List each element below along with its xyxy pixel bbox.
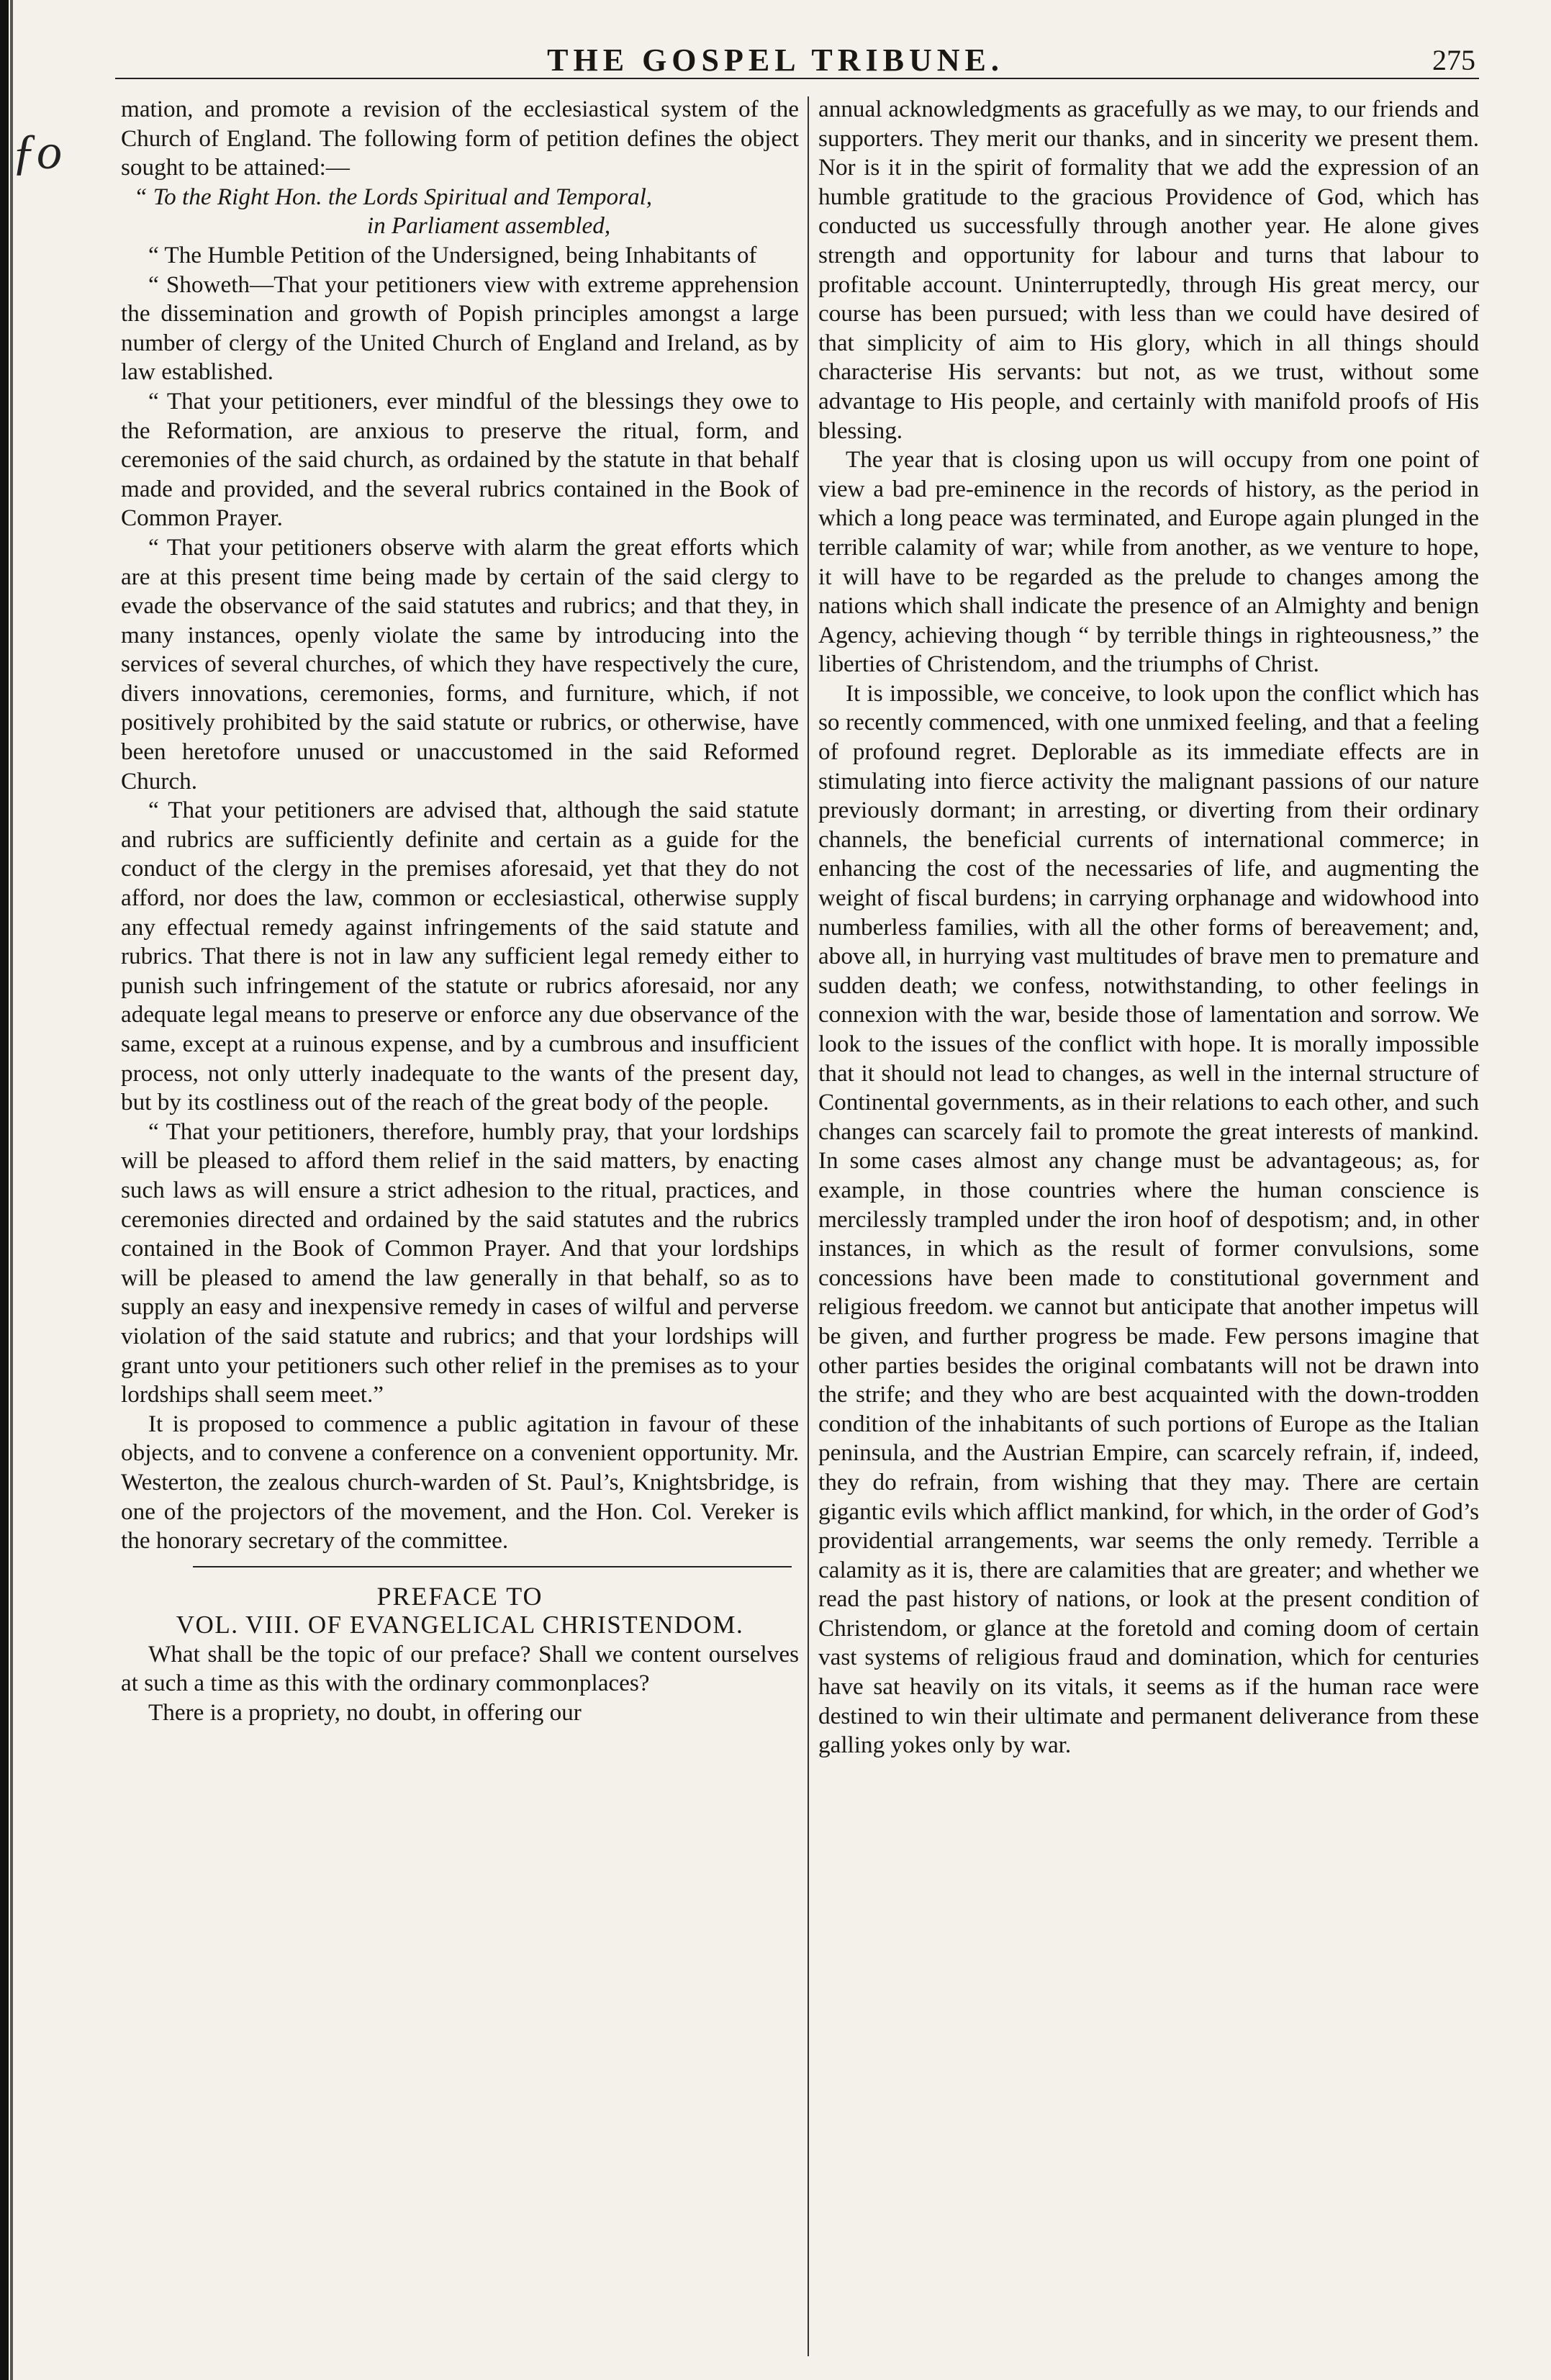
section-rule: [193, 1566, 792, 1567]
right-column: [818, 95, 1479, 1760]
page-binding-shadow: [10, 0, 13, 2380]
page-binding-edge: [0, 0, 9, 2380]
section-subheading: VOL. VIII. OF EVANGELICAL CHRISTENDOM.: [176, 1611, 744, 1639]
petition-paragraph-reformation: “ That your petitioners, ever mindful of the blessings they owe to the Reformation, are anxious to preserve the ritual, form, and ceremonies of the said church, as ordained by the statute in that behalf made and provided, and the several rubrics contained in the Book of Common Prayer.: [121, 387, 799, 532]
header-rule: [115, 78, 1479, 79]
right-paragraph-3: It is impossible, we conceive, to look upon the conflict which has so recently commenced, with one unmixed feeling, and that a feeling of profound regret. Deplorable as its immediate effects are in stimulating into fierce activity the malignant passions of our nature previously dormant; in arresting, or diverting from their ordinary channels, the beneficial currents of international commerce; in enhancing the cost of the necessaries of life, and augmenting the weight of fiscal burdens; in carrying orphanage and widowhood into numberless families, with all the other forms of bereavement; and, above all, in hurrying vast multitudes of brave men to premature and sudden death; we confess, notwithstanding, to other feelings in connexion with the war, beside those of lamentation and sorrow. We look to the issues of the conflict with hope. It is morally impossible that it should not lead to changes, as well in the internal structure of Continental governments, as in their relations to each other, and such changes can scarcely fail to promote the great interests of mankind. In some cases almost any change must be advantageous; as, for example, in those countries where the human conscience is mercilessly trampled under the iron hoof of despotism; and, in other instances, in which as the result of former convulsions, some concessions have been made to constitutional government and religious freedom. we cannot but anticipate that another impetus will be given, and further progress be made. Few persons imagine that other parties besides the original combatants will not be drawn into the strife; and they who are best acquainted with the down-trodden condition of the inhabitants of such portions of Europe as the Italian peninsula, and the Austrian Empire, can scarcely refrain, if, indeed, they do refrain, from wishing that they may. There are certain gigantic evils which afflict mankind, for which, in the order of God’s providential arrangements, war seems the only remedy. Terrible a calamity as it is, there are calamities that are greater; and whether we read the past history of nations, or look at the present condition of Christendom, or glance at the foretold and coming doom of certain vast systems of religious fraud and domination, which for centuries have sat heavily on its vitals, it seems as if the human race were destined to win their ultimate and permanent deliverance from these galling yokes only by war.: [818, 679, 1479, 1759]
petition-paragraph-showeth: “ Showeth—That your petitioners view with extreme apprehension the dissemination and growth of Popish principles amongst a large number of clergy of the United Church of England and Ireland, as by law established.: [121, 271, 799, 386]
petition-preamble: “ The Humble Petition of the Undersigned, being Inhabitants of: [148, 241, 757, 268]
petition-paragraph-alarm: “ That your petitioners observe with alarm the great efforts which are at this present time being made by certain of the said clergy to evade the observance of the said statutes and rubrics; and that they, in many instances, openly violate the same by introducing into the services of several churches, of which they have respectively the cure, divers innovations, ceremonies, forms, and furniture, which, if not positively prohibited by the said statute or rubrics, or otherwise, have been heretofore unused or unaccustomed in the said Reformed Church.: [121, 533, 799, 795]
left-paragraph-agitation: It is proposed to commence a public agitation in favour of these objects, and to convene a conference on a convenient opportunity. Mr. Westerton, the zealous church-warden of St. Paul’s, Knightsbridge, is one of the projectors of the movement, and the Hon. Col. Vereker is the honorary secretary of the committee.: [121, 1410, 799, 1555]
page-number: 275: [1432, 44, 1475, 76]
petition-address-line-2: in Parliament assembled,: [366, 212, 611, 240]
column-divider: [808, 96, 809, 2356]
section-heading: PREFACE TO: [376, 1581, 543, 1611]
running-title: THE GOSPEL TRIBUNE.: [547, 42, 1004, 78]
right-paragraph-1: annual acknowledgments as gracefully as we may, to our friends and supporters. They merit our thanks, and in sincerity we present them. Nor is it in the spirit of formality that we add the expression of an humble gratitude to the gracious Providence of God, which has conducted us successfully through another year. He alone gives strength and opportunity for labour and turns that labour to profitable account. Uninterruptedly, through His great mercy, our course has been pursued; with less than we could have desired of that simplicity of aim to His glory, which in all things should characterise His servants: but not, as we trust, without some advantage to His people, and certainly with manifold proofs of His blessing.: [818, 96, 1479, 444]
petition-paragraph-prayer: “ That your petitioners, therefore, humbly pray, that your lordships will be pleased to afford them relief in the said matters, by enacting such laws as will ensure a strict adhesion to the ritual, practices, and ceremonies directed and ordained by the said statutes and the rubrics contained in the Book of Common Prayer. And that your lordships will be pleased to amend the law generally in that behalf, so as to supply an easy and inexpensive remedy in cases of wilful and perverse violation of the said statute and rubrics; and that your lordships will grant unto your petitioners such other relief in the premises as to your lordships shall seem meet.”: [121, 1118, 799, 1408]
preface-paragraph-1: What shall be the topic of our preface? Shall we content ourselves at such a time as this with the ordinary commonplaces?: [121, 1640, 799, 1697]
petition-address-line-1: “ To the Right Hon. the Lords Spiritual and Temporal,: [134, 183, 653, 210]
petition-paragraph-remedy: “ That your petitioners are advised that, although the said statute and rubrics are sufficiently definite and certain as a guide for the conduct of the clergy in the premises aforesaid, yet that they do not afford, nor does the law, common or ecclesiastical, otherwise supply any effectual remedy against infringements of the said statute and rubrics. That there is not in law any sufficient legal remedy either to punish such infringement of the statute or rubrics aforesaid, nor any adequate legal means to preserve or enforce any due observance of the same, except at a ruinous expense, and by a cumbrous and insufficient process, not only utterly inadequate to the wants of the present day, but by its costliness out of the reach of the great body of the people.: [121, 797, 799, 1116]
left-column: [121, 95, 799, 1728]
right-paragraph-2: The year that is closing upon us will occupy from one point of view a bad pre-eminence in the records of history, as the period in which a long peace was terminated, and Europe again plunged in the terrible calamity of war; while from another, as we venture to hope, it will have to be regarded as the prelude to changes among the nations which shall indicate the presence of an Almighty and benign Agency, achieving though “ by terrible things in righteousness,” the liberties of Christendom, and the triumphs of Christ.: [818, 446, 1479, 678]
left-paragraph-1: mation, and promote a revision of the ecclesiastical system of the Church of England. The following form of petition defines the object sought to be attained:—: [121, 96, 799, 181]
margin-folio-mark: ƒo: [12, 125, 62, 180]
running-head: [0, 37, 1551, 81]
preface-paragraph-2-start: There is a propriety, no doubt, in offering our: [148, 1699, 582, 1727]
